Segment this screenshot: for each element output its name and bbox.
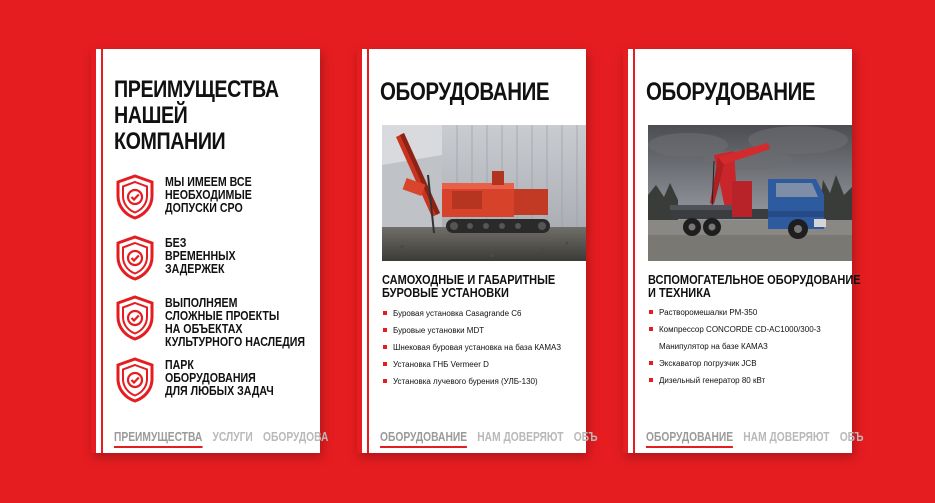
list-item: Компрессор CONCORDE CD-AC1000/300-3	[648, 324, 848, 335]
list-item: Дизельный генератор 80 кВт	[648, 375, 848, 386]
list-item: Установка лучевого бурения (УЛБ-130)	[382, 376, 582, 387]
bullet-icon	[383, 328, 387, 332]
list-item: Буровые установки MDT	[382, 325, 582, 336]
bullet-icon	[649, 361, 653, 365]
card-nav	[380, 428, 598, 448]
card-title-line: КОМПАНИИ	[114, 128, 226, 155]
nav-tab-trust[interactable]: НАМ ДОВЕРЯЮТ	[477, 430, 564, 444]
list-item: Буровая установка Casagrande C6	[382, 308, 582, 319]
accent-stripe	[91, 49, 96, 453]
nav-tab-equipment[interactable]: ОБОРУДОВАНИЕ	[380, 430, 468, 444]
shield-check-icon	[115, 357, 155, 403]
bullet-icon	[649, 310, 653, 314]
nav-tab-equipment[interactable]: ОБОРУДОВА	[263, 430, 329, 444]
nav-tab-objects[interactable]: ОБЪ	[573, 430, 598, 444]
bullet-icon	[649, 378, 653, 382]
shield-check-icon	[115, 235, 155, 281]
shield-check-icon	[115, 174, 155, 220]
list-item: Манипулятор на базе КАМАЗ	[659, 342, 768, 351]
bullet-icon	[383, 311, 387, 315]
accent-stripe	[357, 49, 362, 453]
nav-tab-trust[interactable]: НАМ ДОВЕРЯЮТ	[743, 430, 830, 444]
shield-check-icon	[115, 295, 155, 341]
advantage-text: МЫ ИМЕЕМ ВСЕ НЕОБХОДИМЫЕ ДОПУСКИ СРО	[165, 175, 252, 215]
card-title: ОБОРУДОВАНИЕ	[380, 78, 550, 106]
nav-tab-services[interactable]: УСЛУГИ	[212, 430, 253, 444]
bullet-icon	[383, 362, 387, 366]
accent-stripe-thin	[101, 49, 103, 453]
advantage-text: БЕЗ ВРЕМЕННЫХ ЗАДЕРЖЕК	[165, 236, 236, 276]
equipment-card-auxiliary	[623, 49, 864, 453]
accent-stripe-thin	[367, 49, 369, 453]
equipment-card-drilling	[357, 49, 598, 453]
advantage-text: ПАРК ОБОРУДОВАНИЯ ДЛЯ ЛЮБЫХ ЗАДАЧ	[165, 358, 274, 398]
card-title-line: НАШЕЙ	[114, 102, 188, 129]
list-item: Шнековая буровая установка на база КАМАЗ	[382, 342, 582, 353]
accent-stripe-thin	[633, 49, 635, 453]
bullet-icon	[383, 379, 387, 383]
drilling-rig-photo	[382, 125, 586, 261]
bullet-icon	[649, 327, 653, 331]
nav-tab-equipment[interactable]: ОБОРУДОВАНИЕ	[646, 430, 734, 444]
card-title	[114, 77, 279, 155]
card-nav	[646, 428, 864, 448]
list-item: Экскаватор погрузчик JCB	[648, 358, 848, 369]
equipment-list	[648, 307, 848, 392]
section-title: САМОХОДНЫЕ И ГАБАРИТНЫЕ БУРОВЫЕ УСТАНОВКИ	[382, 273, 556, 300]
advantages-card	[91, 49, 329, 453]
equipment-list	[382, 308, 582, 393]
bullet-icon	[383, 345, 387, 349]
card-title-line: ПРЕИМУЩЕСТВА	[114, 76, 279, 103]
list-item: Установка ГНБ Vermeer D	[382, 359, 582, 370]
list-item: Растворомешалки РМ-350	[648, 307, 848, 318]
nav-tab-objects[interactable]: ОБЪ	[839, 430, 864, 444]
accent-stripe	[623, 49, 628, 453]
truck-crane-photo	[648, 125, 852, 261]
card-nav	[114, 428, 329, 448]
nav-tab-advantages[interactable]: ПРЕИМУЩЕСТВА	[114, 430, 203, 444]
section-title: ВСПОМОГАТЕЛЬНОЕ ОБОРУДОВАНИЕ И ТЕХНИКА	[648, 273, 861, 300]
advantage-text: ВЫПОЛНЯЕМ СЛОЖНЫЕ ПРОЕКТЫ НА ОБЪЕКТАХ КУЛЬТУРНОГО НАСЛЕДИЯ	[165, 296, 306, 349]
card-title: ОБОРУДОВАНИЕ	[646, 78, 816, 106]
